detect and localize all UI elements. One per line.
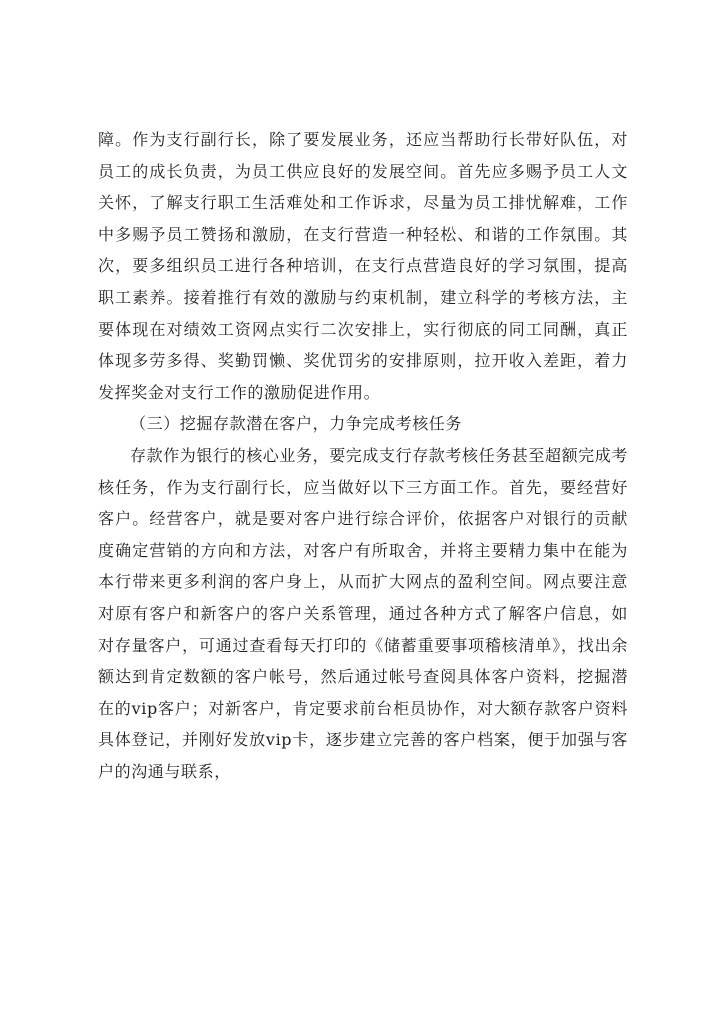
section-heading-deposit-customers: （三）挖掘存款潜在客户，力争完成考核任务: [130, 414, 463, 434]
paragraph-staff-management: 障。作为支行副行长，除了要发展业务，还应当帮助行长带好队伍，对员工的成长负责，为员工供应良好的发展空间。首先应多赐予员工人文关怀，了解支行职工生活难处和工作诉求，尽量为员工排忧解难，工作中多赐予员工赞扬和激励，在支行营造一种轻松、和谐的工作氛围。其次，要多组织员工进行各种培训，在支行点营造良好的学习氛围，提高职工素养。接着推行有效的激励与约束机制，建立科学的考核方法，主要体现在对绩效工资网点实行二次安排上，实行彻底的同工同酬，真正体现多劳多得、奖勤罚懒、奖优罚劣的安排原则，拉开收入差距，着力发挥奖金对支行工作的激励促进作用。: [98, 130, 628, 402]
paragraph-deposit-tasks: 存款作为银行的核心业务，要完成支行存款考核任务甚至超额完成考核任务，作为支行副行长，应当做好以下三方面工作。首先，要经营好客户。经营客户，就是要对客户进行综合评价，依据客户对银行的贡献度确定营销的方向和方法，对客户有所取舍，并将主要精力集中在能为本行带来更多利润的客户身上，从而扩大网点的盈利空间。网点要注意对原有客户和新客户的客户关系管理，通过各种方式了解客户信息，如对存量客户，可通过查看每天打印的《储蓄重要事项稽核清单》，找出余额达到肯定数额的客户帐号，然后通过帐号查阅具体客户资料，挖掘潜在的vip客户；对新客户，肯定要求前台柜员协作，对大额存款客户资料具体登记，并刚好发放vip卡，逐步建立完善的客户档案，便于加强与客户的沟通与联系，: [98, 445, 629, 781]
document-body: [98, 124, 628, 787]
